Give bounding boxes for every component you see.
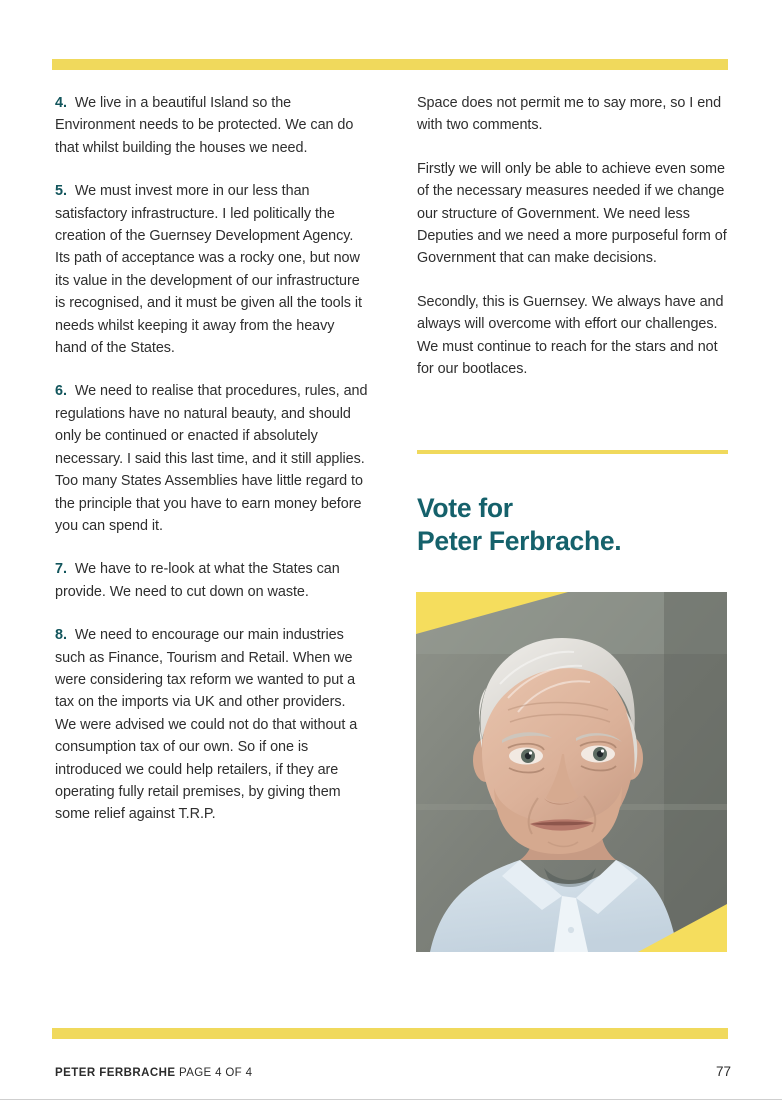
paragraph-text-7: We have to re-look at what the States can provide. We need to cut down on waste.: [55, 561, 340, 600]
paragraph-text-6: We need to realise that procedures, rules, and regulations have no natural beauty, and should only be continued or enacted if absolutely necessary. I said this last time, and it still applies. Too many States Assemblies have little regard to the principle that you have to earn money before you can spend it.: [55, 383, 368, 534]
bottom-rule: [52, 1028, 728, 1039]
top-rule: [52, 59, 728, 70]
vote-heading: [417, 492, 737, 558]
paragraph-number-4: 4.: [55, 95, 67, 111]
vote-heading-line-2: Peter Ferbrache.: [417, 526, 622, 556]
paragraph-text-8: We need to encourage our main industries such as Finance, Tourism and Retail. When we were considering tax reform we wanted to put a tax on the imports via UK and other providers. We were advised we could not do that without a consumption tax of our own. So if one is introduced we could help retailers, if they are operating fully retail premises, by giving them some relief against T.R.P.: [55, 627, 358, 823]
paragraph-number-5: 5.: [55, 183, 67, 200]
paragraph-8: [55, 624, 368, 826]
paragraph-number-6: 6.: [55, 383, 67, 400]
paragraph-7: [55, 558, 368, 603]
portrait-illustration: [416, 592, 727, 952]
candidate-portrait-photo: [416, 592, 727, 952]
vote-heading-line-1: Vote for: [417, 493, 513, 523]
paragraph-number-8: 8.: [55, 627, 67, 644]
closing-paragraph-2: Firstly we will only be able to achieve even some of the necessary measures needed if we change our structure of Government. We need less Deputies and we need a more purposeful form of Government that can make decisions.: [417, 160, 727, 267]
paragraph-6: [55, 380, 368, 537]
footer-identity: [55, 1067, 252, 1079]
paragraph-5: [55, 180, 368, 359]
paragraph-text-5: We must invest more in our less than satisfactory infrastructure. I led politically the creation of the Guernsey Development Agency. Its path of acceptance was a rocky one, but now its value in the development of our infrastructure is recognised, and it must be given all the tools it needs whilst keeping it away from the heavy hand of the States.: [55, 183, 362, 357]
footer-page-info: PAGE 4 OF 4: [179, 1067, 253, 1079]
paragraph-text-4: We live in a beautiful Island so the Environment needs to be protected. We can do that whilst building the houses we need.: [55, 95, 354, 156]
right-column: [417, 92, 730, 380]
section-divider-rule: [417, 450, 728, 454]
paragraph-4: [55, 92, 368, 159]
closing-paragraph-1: Space does not permit me to say more, so I end with two comments.: [417, 95, 722, 134]
footer-page-number: 77: [715, 1064, 731, 1079]
closing-paragraph-3: Secondly, this is Guernsey. We always have and always will overcome with effort our challenges. We must continue to reach for the stars and not for our bootlaces.: [417, 293, 724, 378]
left-column: [55, 92, 368, 826]
paragraph-number-7: 7.: [55, 561, 67, 578]
page-footer: [55, 1064, 731, 1079]
footer-brand: PETER FERBRACHE: [55, 1067, 176, 1079]
